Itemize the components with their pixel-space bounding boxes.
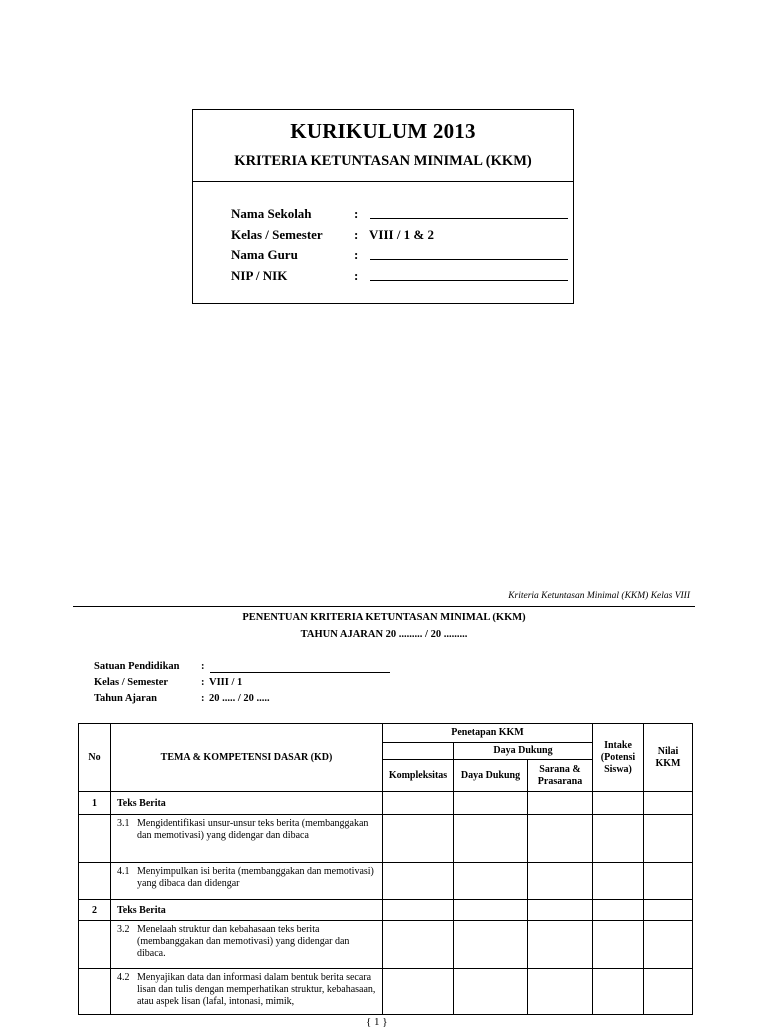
page-header: Kriteria Ketuntasan Minimal (KKM) Kelas VIII [508, 591, 690, 601]
cover-field-kelas-semester [231, 226, 571, 247]
info-kelas-semester [94, 677, 414, 693]
blank-line [370, 259, 568, 260]
kkm-table [78, 723, 693, 1015]
kd-number: 4.2 [117, 972, 130, 983]
table-row-kd [79, 863, 693, 900]
blank-line [370, 218, 568, 219]
kd-text: Menyajikan data dan informasi dalam bentuk berita secara lisan dan tulis dengan memperhatikan struktur, kebahasaan, atau aspek lisan (lafal, intonasi, mimik, [137, 972, 376, 1007]
score-cell[interactable] [528, 863, 593, 900]
info-colon: : [201, 693, 205, 704]
score-cell[interactable] [454, 900, 528, 921]
cover-box [192, 109, 574, 304]
score-cell[interactable] [593, 969, 644, 1015]
info-label: Kelas / Semester [94, 677, 169, 688]
score-cell[interactable] [644, 921, 693, 969]
score-cell[interactable] [644, 900, 693, 921]
kd-cell [111, 969, 383, 1015]
field-value: VIII / 1 & 2 [369, 226, 435, 242]
score-cell[interactable] [528, 921, 593, 969]
header-blank-cell [383, 743, 454, 760]
score-cell[interactable] [454, 792, 528, 815]
kd-text: Menyimpulkan isi berita (membanggakan dan memotivasi) yang dibaca dan didengar [137, 866, 374, 889]
cover-header [193, 110, 573, 182]
page-number: { 1 } [366, 1016, 388, 1028]
header-tema-kd: TEMA & KOMPETENSI DASAR (KD) [111, 724, 383, 792]
document-title: PENENTUAN KRITERIA KETUNTASAN MINIMAL (KKM) [242, 612, 526, 623]
header-daya-dukung-group: Daya Dukung [454, 743, 593, 760]
info-tahun-ajaran [94, 693, 414, 709]
row-number-empty [79, 969, 111, 1015]
kd-text: Menelaah struktur dan kebahasaan teks berita (membanggakan dan memotivasi) yang didengar dan dibaca. [137, 924, 350, 959]
info-colon: : [201, 661, 205, 672]
header-no: No [79, 724, 111, 792]
header-rule [73, 606, 695, 607]
kd-text: Mengidentifikasi unsur-unsur teks berita (membanggakan dan memotivasi) yang didengar dan dibaca [137, 818, 369, 841]
tema-title: Teks Berita [111, 792, 383, 815]
info-satuan-pendidikan [94, 661, 414, 677]
score-cell[interactable] [593, 815, 644, 863]
kd-cell [111, 863, 383, 900]
row-number-empty [79, 863, 111, 900]
field-colon: : [354, 226, 359, 242]
header-sarana-prasarana: Sarana & Prasarana [528, 760, 593, 792]
score-cell[interactable] [383, 900, 454, 921]
field-colon: : [354, 267, 359, 283]
kd-number: 3.1 [117, 818, 130, 829]
cover-field-nama-guru [231, 246, 571, 267]
score-cell[interactable] [454, 969, 528, 1015]
score-cell[interactable] [528, 969, 593, 1015]
kd-cell [111, 921, 383, 969]
score-cell[interactable] [528, 792, 593, 815]
field-label: Nama Sekolah [231, 206, 312, 221]
row-number: 2 [79, 900, 111, 921]
score-cell[interactable] [593, 863, 644, 900]
score-cell[interactable] [644, 969, 693, 1015]
score-cell[interactable] [454, 863, 528, 900]
cover-field-nama-sekolah [231, 205, 571, 226]
score-cell[interactable] [383, 815, 454, 863]
kd-number: 3.2 [117, 924, 130, 935]
table-row-kd [79, 969, 693, 1015]
header-intake: Intake (Potensi Siswa) [593, 724, 644, 792]
table-row-tema [79, 900, 693, 921]
info-colon: : [201, 677, 205, 688]
cover-field-nip-nik [231, 267, 571, 288]
blank-line [370, 280, 568, 281]
blank-line [210, 672, 390, 673]
score-cell[interactable] [383, 792, 454, 815]
header-kompleksitas: Kompleksitas [383, 760, 454, 792]
score-cell[interactable] [383, 969, 454, 1015]
field-colon: : [354, 247, 359, 262]
row-number: 1 [79, 792, 111, 815]
row-number-empty [79, 815, 111, 863]
score-cell[interactable] [644, 815, 693, 863]
score-cell[interactable] [383, 863, 454, 900]
score-cell[interactable] [454, 921, 528, 969]
score-cell[interactable] [383, 921, 454, 969]
info-label: Tahun Ajaran [94, 693, 157, 704]
cover-subtitle: KRITERIA KETUNTASAN MINIMAL (KKM) [234, 153, 532, 169]
table-row-kd [79, 815, 693, 863]
kd-cell [111, 815, 383, 863]
info-value: VIII / 1 [209, 677, 243, 688]
row-number-empty [79, 921, 111, 969]
table-row-tema [79, 792, 693, 815]
field-colon: : [354, 206, 359, 221]
cover-title: KURIKULUM 2013 [290, 119, 476, 143]
header-daya-dukung: Daya Dukung [454, 760, 528, 792]
score-cell[interactable] [528, 900, 593, 921]
field-label: NIP / NIK [231, 267, 288, 283]
info-block [94, 661, 414, 709]
info-value: 20 ..... / 20 ..... [209, 693, 270, 704]
tema-title: Teks Berita [111, 900, 383, 921]
score-cell[interactable] [644, 792, 693, 815]
header-penetapan-kkm: Penetapan KKM [383, 724, 593, 743]
score-cell[interactable] [454, 815, 528, 863]
score-cell[interactable] [593, 792, 644, 815]
score-cell[interactable] [644, 863, 693, 900]
cover-fields [231, 205, 571, 287]
kd-number: 4.1 [117, 866, 130, 877]
info-label: Satuan Pendidikan [94, 661, 180, 672]
score-cell[interactable] [528, 815, 593, 863]
field-label: Nama Guru [231, 247, 298, 262]
academic-year-line: TAHUN AJARAN 20 ......... / 20 ......... [300, 629, 468, 640]
score-cell[interactable] [593, 900, 644, 921]
header-row [79, 724, 693, 743]
table-row-kd [79, 921, 693, 969]
field-label: Kelas / Semester [231, 226, 323, 242]
score-cell[interactable] [593, 921, 644, 969]
header-nilai-kkm: Nilai KKM [644, 724, 693, 792]
